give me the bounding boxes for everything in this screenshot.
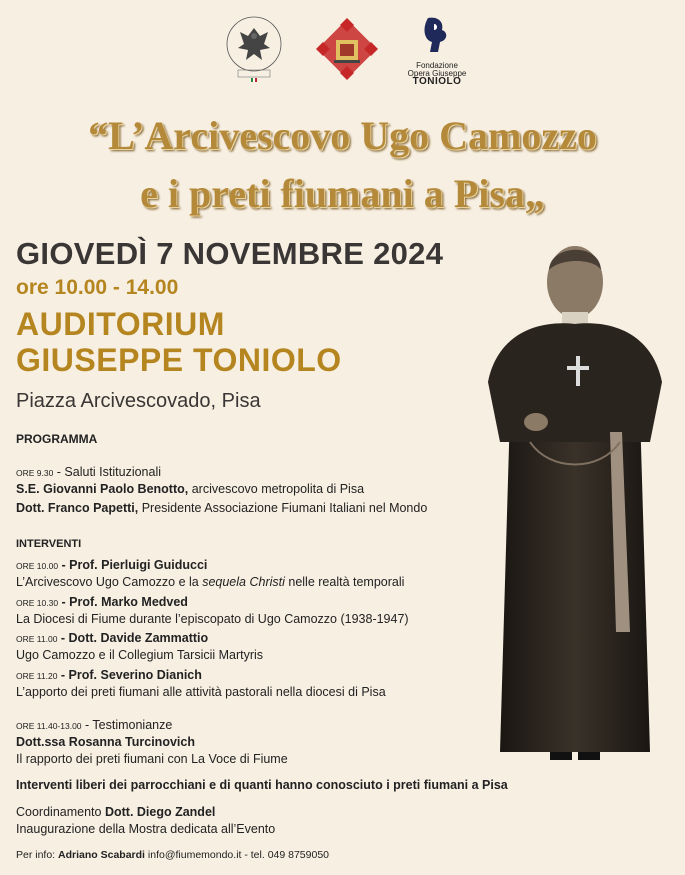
testimonianze-row bbox=[16, 718, 172, 732]
testimonianze-time: ORE 11.40-13.00 bbox=[16, 721, 82, 731]
speaker1-role: arcivescovo metropolita di Pisa bbox=[188, 482, 365, 496]
coordination-row bbox=[16, 805, 215, 819]
eagle-emblem-icon bbox=[218, 14, 290, 86]
coord-label: Coordinamento bbox=[16, 805, 105, 819]
info-name: Adriano Scabardi bbox=[58, 849, 145, 861]
testimonianze-name bbox=[16, 735, 195, 749]
saluti-time: ORE 9.30 bbox=[16, 468, 54, 478]
info-row bbox=[16, 849, 329, 861]
venue-line1: AUDITORIUM bbox=[16, 306, 225, 342]
intervento-4-time: ORE 11.20 bbox=[16, 671, 58, 681]
programma-heading: PROGRAMMA bbox=[16, 432, 98, 446]
archbishop-portrait-photo bbox=[470, 232, 680, 780]
intervento-1-title bbox=[16, 558, 207, 572]
intervento-4-name: - Prof. Severino Dianich bbox=[57, 668, 202, 682]
intervento-3-name: - Dott. Davide Zammattio bbox=[57, 631, 209, 645]
cross-coat-of-arms-icon bbox=[312, 14, 382, 84]
testimonianze-name-text: Dott.ssa Rosanna Turcinovich bbox=[16, 735, 195, 749]
info-label: Per info: bbox=[16, 849, 59, 861]
toniolo-foundation-logo bbox=[404, 14, 470, 86]
intervento-2-time: ORE 10.30 bbox=[16, 598, 59, 608]
logos-header bbox=[0, 14, 685, 86]
interventi-heading: INTERVENTI bbox=[16, 538, 82, 550]
speaker2-role: Presidente Associazione Fiumani Italiani nel Mondo bbox=[138, 501, 428, 515]
intervento-2-title bbox=[16, 595, 188, 609]
intervento-1-time: ORE 10.00 bbox=[16, 561, 59, 571]
intervento-1-name: - Prof. Pierluigi Guiducci bbox=[58, 558, 208, 572]
intervento-3-topic: Ugo Camozzo e il Collegium Tarsicii Martyris bbox=[16, 648, 264, 662]
intervento-3-title bbox=[16, 631, 208, 645]
event-date: GIOVEDÌ 7 NOVEMBRE 2024 bbox=[16, 236, 444, 271]
intervento-1-topic-a: L’Arcivescovo Ugo Camozzo e la bbox=[16, 575, 203, 589]
intervento-2-name: - Prof. Marko Medved bbox=[58, 595, 188, 609]
intervento-1-topic bbox=[16, 575, 404, 589]
intervento-4-topic: L’apporto dei preti fiumani alle attività pastorali nella diocesi di Pisa bbox=[16, 685, 386, 699]
intervento-1-topic-b: nelle realtà temporali bbox=[284, 575, 405, 589]
speaker2-name: Dott. Franco Papetti, bbox=[16, 501, 139, 515]
venue-line2: GIUSEPPE TONIOLO bbox=[16, 342, 342, 378]
testimonianze-label: - Testimonianze bbox=[81, 718, 173, 732]
intervento-3-time: ORE 11.00 bbox=[16, 634, 58, 644]
logo-text-line1: Fondazione bbox=[416, 61, 458, 70]
saluti-label: - Saluti Istituzionali bbox=[53, 465, 162, 479]
event-title-line2: e i preti fiumani a Pisa„ bbox=[140, 171, 545, 216]
testimonianze-topic: Il rapporto dei preti fiumani con La Voce di Fiume bbox=[16, 752, 288, 766]
intervento-2-topic: La Diocesi di Fiume durante l’episcopato di Ugo Camozzo (1938-1947) bbox=[16, 612, 409, 626]
info-contact: info@fiumemondo.it - tel. 049 8759050 bbox=[144, 849, 330, 861]
logo-text-line2: Opera Giuseppe bbox=[407, 69, 467, 78]
intervento-4-title bbox=[16, 668, 202, 682]
open-interventions: Interventi liberi dei parrocchiani e di quanti hanno conosciuto i preti fiumani a Pisa bbox=[16, 778, 508, 792]
speaker1-row bbox=[16, 482, 364, 496]
intervento-1-topic-em: sequela Christi bbox=[202, 575, 285, 589]
event-title-line1: “L’Arcivescovo Ugo Camozzo bbox=[88, 113, 597, 158]
inauguration: Inaugurazione della Mostra dedicata all’Evento bbox=[16, 822, 276, 836]
logo-text-line3: TONIOLO bbox=[412, 76, 462, 87]
venue-address: Piazza Arcivescovado, Pisa bbox=[16, 390, 261, 412]
coord-name: Dott. Diego Zandel bbox=[104, 805, 216, 819]
speaker2-row bbox=[16, 501, 427, 515]
toniolo-foundation-icon bbox=[404, 14, 470, 58]
event-time: ore 10.00 - 14.00 bbox=[16, 276, 179, 299]
saluti-row bbox=[16, 465, 161, 479]
speaker1-name: S.E. Giovanni Paolo Benotto, bbox=[16, 482, 189, 496]
